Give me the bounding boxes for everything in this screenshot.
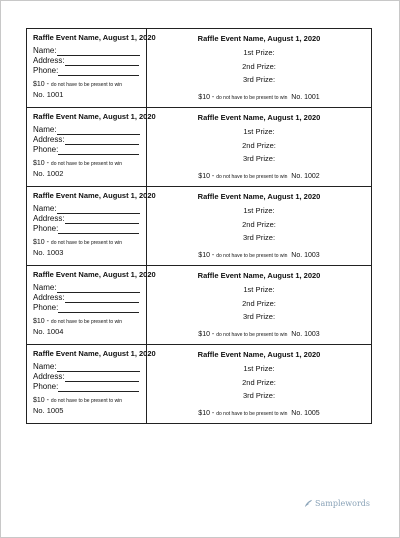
address-line (65, 57, 139, 66)
stub-price (33, 317, 146, 327)
phone-label: Phone: (33, 303, 59, 312)
ticket-stub (27, 108, 156, 186)
ticket-footer (147, 331, 371, 338)
ticket-footer (147, 173, 371, 180)
name-field (33, 125, 146, 135)
name-field (33, 204, 146, 214)
stub-title: Raffle Event Name, August 1, 2020 (33, 349, 156, 358)
name-line (57, 47, 140, 56)
ticket-stub (27, 187, 156, 265)
ticket-main (147, 29, 371, 107)
prize-list (147, 362, 371, 403)
name-field (33, 46, 146, 56)
phone-line (58, 146, 139, 155)
footer-price: $10 - (198, 331, 215, 338)
raffle-ticket (26, 186, 372, 266)
stub-price-amount: $10 - (33, 318, 49, 325)
third-prize: 3rd Prize: (242, 391, 276, 400)
phone-field (33, 224, 146, 234)
footer-price: $10 - (198, 173, 215, 180)
stub-price (33, 159, 146, 169)
ticket-footer (147, 94, 371, 101)
raffle-ticket (26, 265, 372, 345)
address-label: Address: (33, 293, 65, 302)
ticket-footer (147, 410, 371, 417)
phone-label: Phone: (33, 145, 59, 154)
address-label: Address: (33, 372, 65, 381)
name-field (33, 362, 146, 372)
stub-title: Raffle Event Name, August 1, 2020 (33, 112, 156, 121)
ticket-stub (27, 29, 156, 107)
ticket-main (147, 266, 371, 344)
third-prize: 3rd Prize: (242, 154, 276, 163)
name-line (57, 126, 140, 135)
second-prize: 2nd Prize: (242, 377, 276, 387)
address-line (65, 373, 139, 382)
first-prize: 1st Prize: (243, 364, 275, 373)
stub-price-amount: $10 - (33, 81, 49, 88)
watermark-text: Samplewords (315, 499, 370, 508)
third-prize: 3rd Prize: (242, 233, 276, 242)
stub-price-amount: $10 - (33, 239, 49, 246)
ticket-main (147, 187, 371, 265)
address-line (65, 215, 139, 224)
ticket-title: Raffle Event Name, August 1, 2020 (197, 350, 321, 359)
ticket-stub (27, 345, 156, 423)
ticket-title: Raffle Event Name, August 1, 2020 (197, 192, 321, 201)
footer-ticket-number: No. 1002 (291, 173, 320, 180)
name-line (57, 284, 140, 293)
stub-price-note: do not have to be present to win (50, 319, 123, 325)
phone-field (33, 303, 146, 313)
footer-ticket-number: No. 1003 (291, 331, 320, 338)
footer-ticket-number: No. 1005 (291, 410, 320, 417)
stub-ticket-number: No. 1002 (33, 169, 64, 178)
footer-price: $10 - (198, 410, 215, 417)
name-field (33, 283, 146, 293)
footer-price: $10 - (198, 252, 215, 259)
phone-field (33, 382, 146, 392)
stub-price-amount: $10 - (33, 160, 49, 167)
second-prize: 2nd Prize: (242, 140, 276, 150)
name-line (57, 363, 140, 372)
stub-title: Raffle Event Name, August 1, 2020 (33, 191, 156, 200)
prize-list (147, 204, 371, 245)
stub-price-note: do not have to be present to win (50, 240, 123, 246)
phone-field (33, 66, 146, 76)
footer-note: do not have to be present to win (216, 253, 288, 259)
phone-line (58, 304, 139, 313)
footer-note: do not have to be present to win (216, 95, 288, 101)
address-field (33, 372, 146, 382)
stub-price (33, 80, 146, 90)
address-label: Address: (33, 56, 65, 65)
phone-line (58, 383, 139, 392)
first-prize: 1st Prize: (243, 127, 275, 136)
footer-note: do not have to be present to win (216, 332, 288, 338)
phone-line (58, 225, 139, 234)
stub-price (33, 238, 146, 248)
first-prize: 1st Prize: (243, 206, 275, 215)
ticket-stub (27, 266, 156, 344)
second-prize: 2nd Prize: (242, 219, 276, 229)
stub-title: Raffle Event Name, August 1, 2020 (33, 270, 156, 279)
stub-price-note: do not have to be present to win (50, 161, 123, 167)
ticket-main (147, 108, 371, 186)
address-field (33, 56, 146, 66)
raffle-ticket (26, 107, 372, 187)
phone-label: Phone: (33, 382, 59, 391)
footer-ticket-number: No. 1003 (291, 252, 320, 259)
stub-title: Raffle Event Name, August 1, 2020 (33, 33, 156, 42)
ticket-footer (147, 252, 371, 259)
phone-line (58, 67, 139, 76)
stub-price-amount: $10 - (33, 397, 49, 404)
footer-ticket-number: No. 1001 (291, 94, 320, 101)
footer-note: do not have to be present to win (216, 411, 288, 417)
address-field (33, 293, 146, 303)
stub-ticket-number: No. 1004 (33, 327, 64, 336)
address-field (33, 214, 146, 224)
samplewords-watermark (304, 499, 370, 508)
second-prize: 2nd Prize: (242, 61, 276, 71)
raffle-ticket (26, 28, 372, 108)
address-label: Address: (33, 135, 65, 144)
third-prize: 3rd Prize: (242, 312, 276, 321)
name-label: Name: (33, 362, 57, 371)
phone-label: Phone: (33, 224, 59, 233)
first-prize: 1st Prize: (243, 285, 275, 294)
third-prize: 3rd Prize: (242, 75, 276, 84)
address-field (33, 135, 146, 145)
prize-list (147, 283, 371, 324)
phone-label: Phone: (33, 66, 59, 75)
ticket-main (147, 345, 371, 423)
stub-ticket-number: No. 1005 (33, 406, 64, 415)
phone-field (33, 145, 146, 155)
stub-price (33, 396, 146, 406)
name-label: Name: (33, 283, 57, 292)
ticket-title: Raffle Event Name, August 1, 2020 (197, 271, 321, 280)
raffle-ticket-sheet (26, 28, 372, 424)
ticket-title: Raffle Event Name, August 1, 2020 (197, 34, 321, 43)
stub-ticket-number: No. 1001 (33, 90, 64, 99)
stub-price-note: do not have to be present to win (50, 398, 123, 404)
address-label: Address: (33, 214, 65, 223)
raffle-ticket (26, 344, 372, 424)
address-line (65, 136, 139, 145)
footer-price: $10 - (198, 94, 215, 101)
footer-note: do not have to be present to win (216, 174, 288, 180)
stub-price-note: do not have to be present to win (50, 82, 123, 88)
name-label: Name: (33, 46, 57, 55)
name-line (57, 205, 140, 214)
quill-icon (304, 499, 313, 508)
prize-list (147, 46, 371, 87)
second-prize: 2nd Prize: (242, 298, 276, 308)
name-label: Name: (33, 204, 57, 213)
ticket-title: Raffle Event Name, August 1, 2020 (197, 113, 321, 122)
name-label: Name: (33, 125, 57, 134)
address-line (65, 294, 139, 303)
first-prize: 1st Prize: (243, 48, 275, 57)
stub-ticket-number: No. 1003 (33, 248, 64, 257)
prize-list (147, 125, 371, 166)
